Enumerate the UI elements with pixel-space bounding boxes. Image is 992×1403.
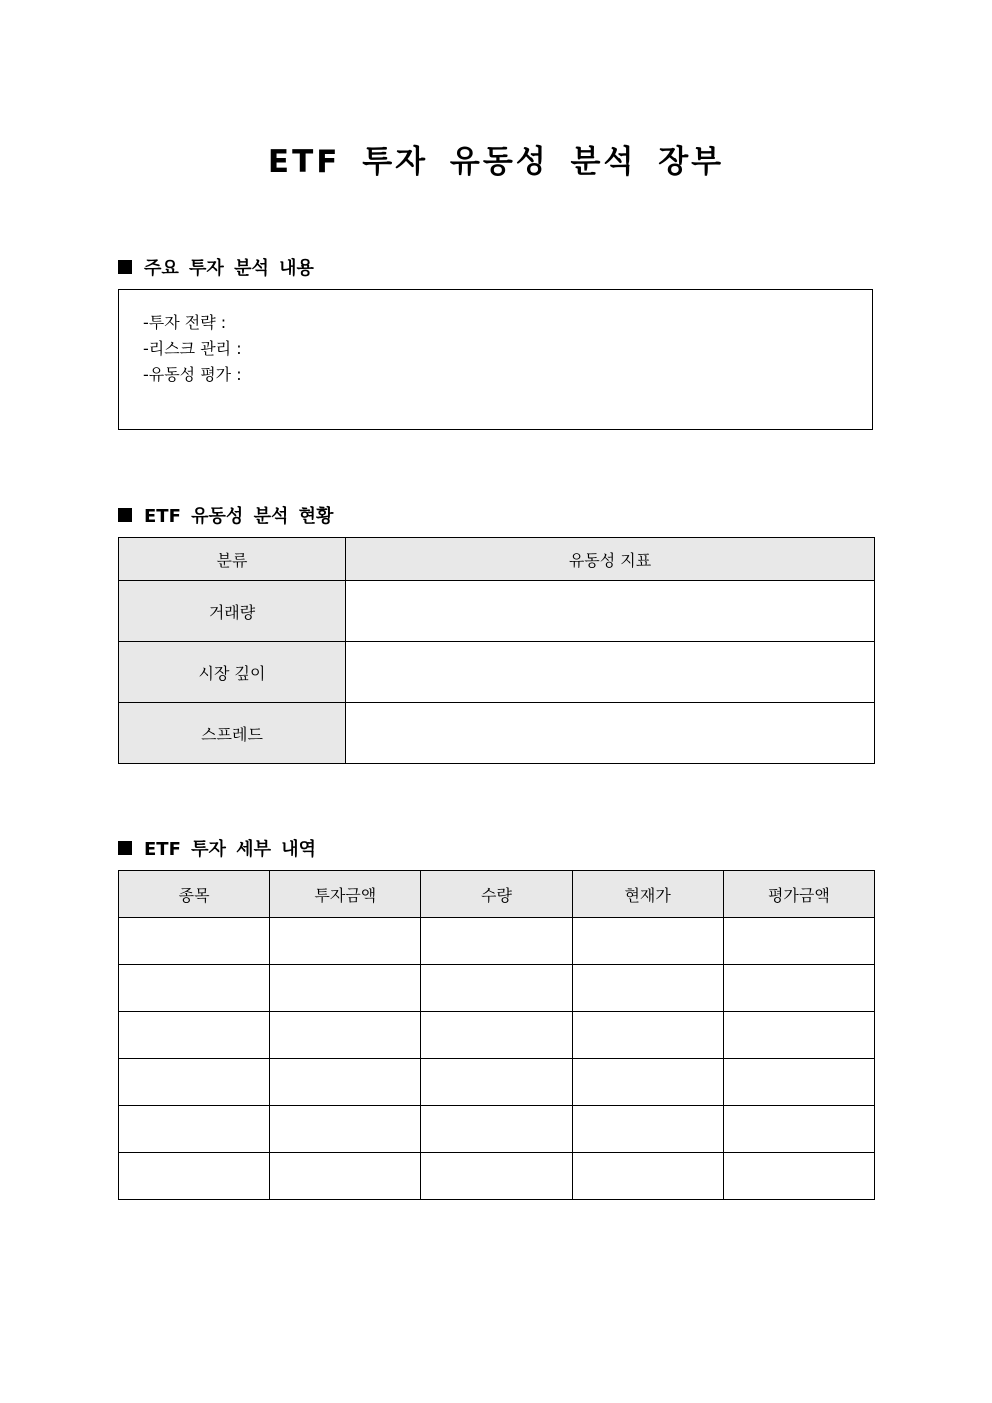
section-heading-label: ETF 유동성 분석 현황 <box>144 506 334 527</box>
current-price-cell[interactable] <box>572 1059 723 1106</box>
valuation-cell[interactable] <box>723 1106 874 1153</box>
indicator-cell-volume[interactable] <box>346 581 875 642</box>
valuation-cell[interactable] <box>723 918 874 965</box>
table-row <box>119 965 875 1012</box>
liquidity-table <box>118 537 875 764</box>
strategy-line: -투자 전략 : <box>143 313 227 332</box>
ticker-cell[interactable] <box>119 1012 270 1059</box>
investment-amount-cell[interactable] <box>270 918 421 965</box>
quantity-cell[interactable] <box>421 1059 572 1106</box>
quantity-cell[interactable] <box>421 918 572 965</box>
investment-amount-cell[interactable] <box>270 965 421 1012</box>
header-investment-amount: 투자금액 <box>270 871 421 918</box>
current-price-cell[interactable] <box>572 1012 723 1059</box>
ticker-cell[interactable] <box>119 965 270 1012</box>
investment-amount-cell[interactable] <box>270 1059 421 1106</box>
table-row <box>119 918 875 965</box>
quantity-cell[interactable] <box>421 1153 572 1200</box>
table-row <box>119 1012 875 1059</box>
header-indicator: 유동성 지표 <box>346 538 875 581</box>
section-heading-label: 주요 투자 분석 내용 <box>144 258 314 279</box>
investment-amount-cell[interactable] <box>270 1012 421 1059</box>
ticker-cell[interactable] <box>119 918 270 965</box>
table-row <box>119 1059 875 1106</box>
valuation-cell[interactable] <box>723 965 874 1012</box>
liquidity-eval-line: -유동성 평가 : <box>143 365 242 384</box>
quantity-cell[interactable] <box>421 1012 572 1059</box>
valuation-cell[interactable] <box>723 1059 874 1106</box>
table-row <box>119 703 875 764</box>
section-heading-details <box>118 835 316 861</box>
quantity-cell[interactable] <box>421 1106 572 1153</box>
table-row <box>119 642 875 703</box>
row-label-depth: 시장 깊이 <box>119 642 346 703</box>
investment-amount-cell[interactable] <box>270 1106 421 1153</box>
section-heading-label: ETF 투자 세부 내역 <box>144 839 316 860</box>
square-bullet-icon <box>118 508 132 522</box>
square-bullet-icon <box>118 841 132 855</box>
section-heading-liquidity <box>118 502 333 528</box>
current-price-cell[interactable] <box>572 1106 723 1153</box>
square-bullet-icon <box>118 260 132 274</box>
section-heading-analysis <box>118 254 314 280</box>
current-price-cell[interactable] <box>572 1153 723 1200</box>
indicator-cell-spread[interactable] <box>346 703 875 764</box>
header-current-price: 현재가 <box>572 871 723 918</box>
table-header-row <box>119 538 875 581</box>
row-label-spread: 스프레드 <box>119 703 346 764</box>
valuation-cell[interactable] <box>723 1153 874 1200</box>
ticker-cell[interactable] <box>119 1059 270 1106</box>
current-price-cell[interactable] <box>572 918 723 965</box>
table-row <box>119 1106 875 1153</box>
header-valuation: 평가금액 <box>723 871 874 918</box>
header-category: 분류 <box>119 538 346 581</box>
header-ticker: 종목 <box>119 871 270 918</box>
valuation-cell[interactable] <box>723 1012 874 1059</box>
investment-details-table <box>118 870 875 1200</box>
current-price-cell[interactable] <box>572 965 723 1012</box>
risk-line: -리스크 관리 : <box>143 339 242 358</box>
indicator-cell-depth[interactable] <box>346 642 875 703</box>
table-row <box>119 1153 875 1200</box>
header-quantity: 수량 <box>421 871 572 918</box>
table-row <box>119 581 875 642</box>
ticker-cell[interactable] <box>119 1106 270 1153</box>
row-label-volume: 거래량 <box>119 581 346 642</box>
analysis-summary-box[interactable] <box>118 289 873 430</box>
quantity-cell[interactable] <box>421 965 572 1012</box>
investment-amount-cell[interactable] <box>270 1153 421 1200</box>
table-header-row <box>119 871 875 918</box>
page-title: ETF 투자 유동성 분석 장부 <box>267 144 725 180</box>
ticker-cell[interactable] <box>119 1153 270 1200</box>
